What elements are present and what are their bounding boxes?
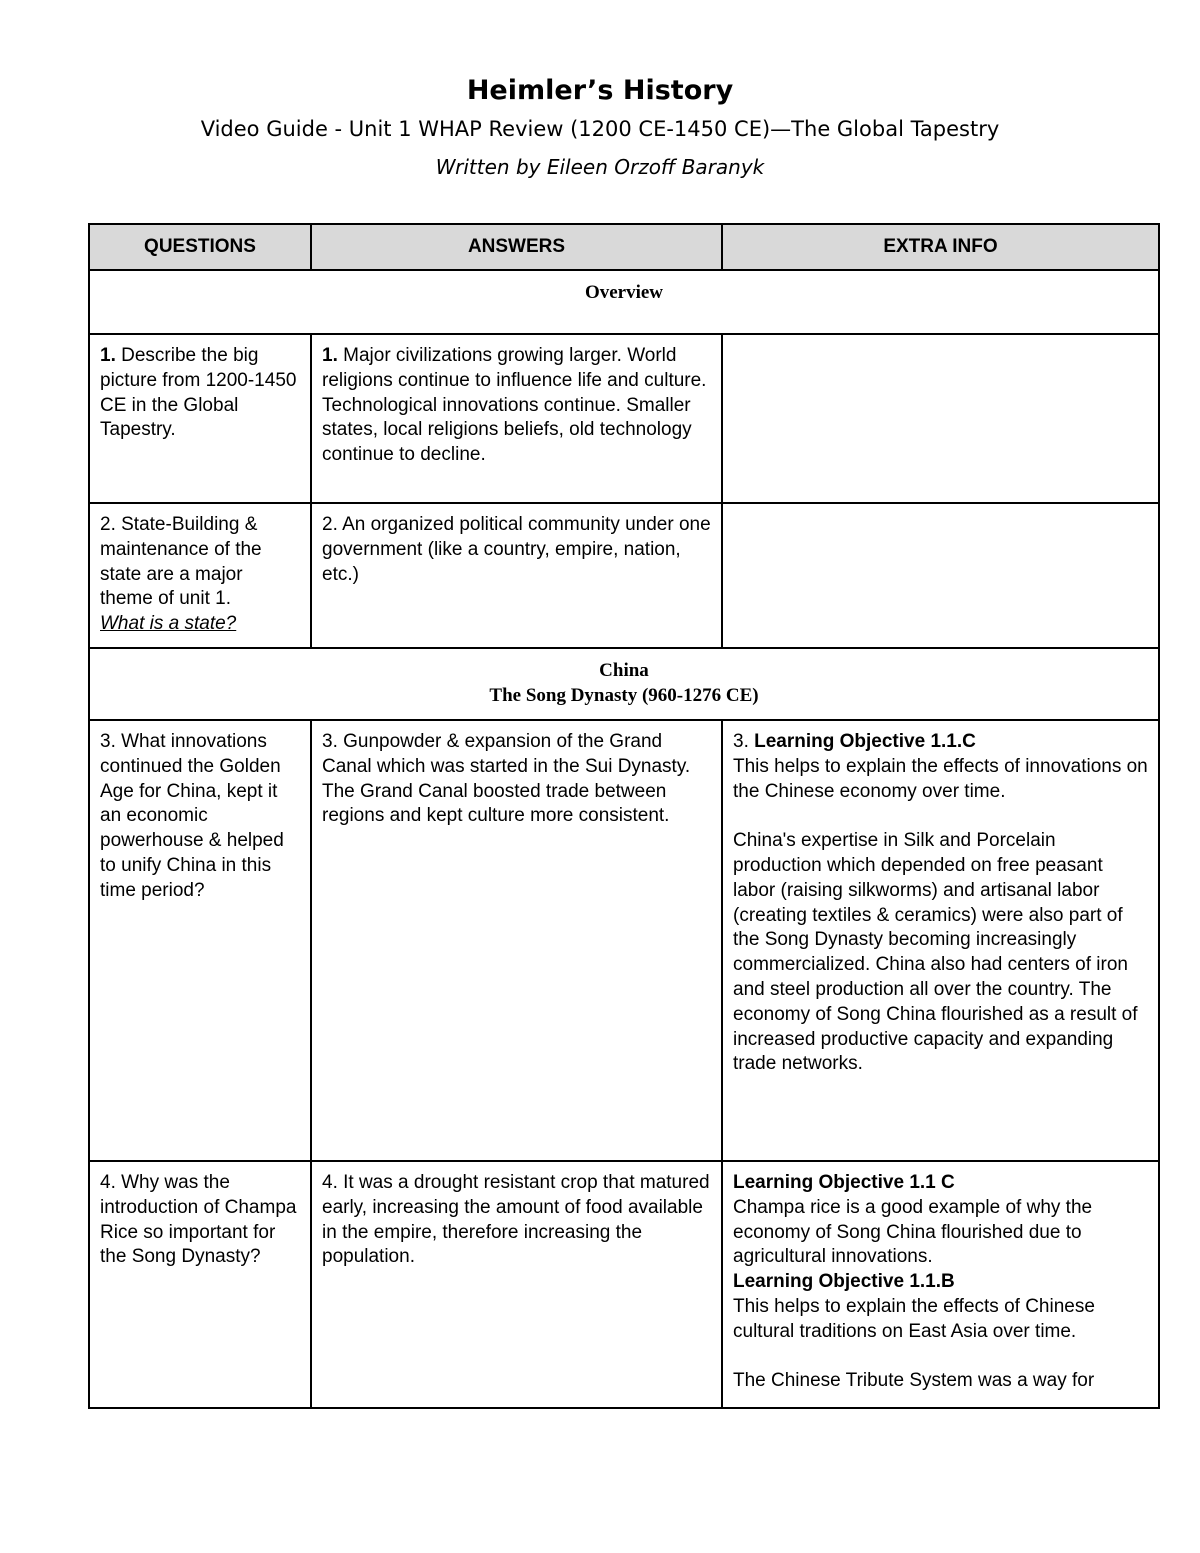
question-cell [89, 1161, 311, 1408]
extra-info-cell [722, 720, 1159, 1161]
question-text: Describe the big picture from 1200-1450 CE in the Global Tapestry. [100, 345, 297, 441]
answer-cell [311, 503, 722, 648]
document-author: Written by Eileen Orzoff Baranyk [435, 155, 765, 179]
column-header-extra-info: EXTRA INFO [722, 224, 1159, 270]
section-heading-overview: Overview [89, 270, 1159, 334]
section-title: China [599, 660, 649, 681]
column-header-questions: QUESTIONS [89, 224, 311, 270]
table-row [89, 334, 1159, 503]
extra-info-cell [722, 334, 1159, 503]
answer-text: 2. An organized political community under one government (like a country, empire, nation, etc.) [322, 514, 711, 585]
extra-info-text: This helps to explain the effects of Chinese cultural traditions on East Asia over time. [733, 1295, 1095, 1342]
section-row-overview [89, 270, 1159, 334]
answer-cell [311, 334, 722, 503]
column-header-answers: ANSWERS [311, 224, 722, 270]
learning-objective: Learning Objective 1.1.B [733, 1271, 955, 1293]
extra-info-text: Champa rice is a good example of why the economy of Song China flourished due to agricultural innovations. [733, 1196, 1093, 1268]
learning-objective: Learning Objective 1.1.C [754, 731, 976, 752]
section-heading-china [89, 648, 1159, 720]
document-header [0, 72, 1200, 186]
extra-info-text: China's expertise in Silk and Porcelain production which depended on free peasant labor (raising silkworms) and artisanal labor (creating textiles & ceramics) were also part of the Song Dynasty becoming increasingly commercialized. China also had centers of iron and steel production all over the country. The economy of Song China flourished as a result of increased productive capacity and expanding trade networks. [733, 830, 1138, 1075]
answer-cell [311, 1161, 722, 1408]
question-cell [89, 720, 311, 1161]
document-subtitle: Video Guide - Unit 1 WHAP Review (1200 CE-1450 CE)—The Global Tapestry [200, 117, 1000, 141]
question-cell [89, 334, 311, 503]
table-row [89, 720, 1159, 1161]
table-header-row [89, 224, 1159, 270]
document-title: Heimler’s History [466, 75, 734, 106]
extra-info-text: The Chinese Tribute System was a way for [733, 1370, 1095, 1392]
section-row-china [89, 648, 1159, 720]
question-emphasis: What is a state? [100, 613, 237, 635]
section-subtitle: The Song Dynasty (960-1276 CE) [489, 684, 759, 706]
video-guide-table [88, 223, 1160, 1409]
answer-text: 3. Gunpowder & expansion of the Grand Canal which was started in the Sui Dynasty. The Grand Canal boosted trade between regions and kept culture more consistent. [322, 731, 691, 827]
answer-number: 1. [322, 345, 338, 366]
question-number: 1. [100, 345, 116, 366]
table-row [89, 503, 1159, 648]
table-row [89, 1161, 1159, 1408]
question-text: 3. What innovations continued the Golden Age for China, kept it an economic powerhouse & helped to unify China in this time period? [100, 731, 284, 901]
answer-text: 4. It was a drought resistant crop that matured early, increasing the amount of food available in the empire, therefore increasing the population. [322, 1172, 710, 1268]
answer-text: Major civilizations growing larger. World religions continue to influence life and culture. Technological innovations continue. Smaller states, local religions beliefs, old technology continue to decline. [322, 345, 707, 466]
extra-info-text: This helps to explain the effects of innovations on the Chinese economy over time. [733, 755, 1148, 802]
learning-objective: Learning Objective 1.1 C [733, 1172, 955, 1193]
extra-info-prefix: 3. [733, 731, 755, 752]
answer-cell [311, 720, 722, 1161]
question-text: 2. State-Building & maintenance of the state are a major theme of unit 1. [100, 514, 262, 610]
question-text: 4. Why was the introduction of Champa Rice so important for the Song Dynasty? [100, 1172, 297, 1268]
extra-info-cell [722, 1161, 1159, 1408]
question-cell [89, 503, 311, 648]
extra-info-cell [722, 503, 1159, 648]
